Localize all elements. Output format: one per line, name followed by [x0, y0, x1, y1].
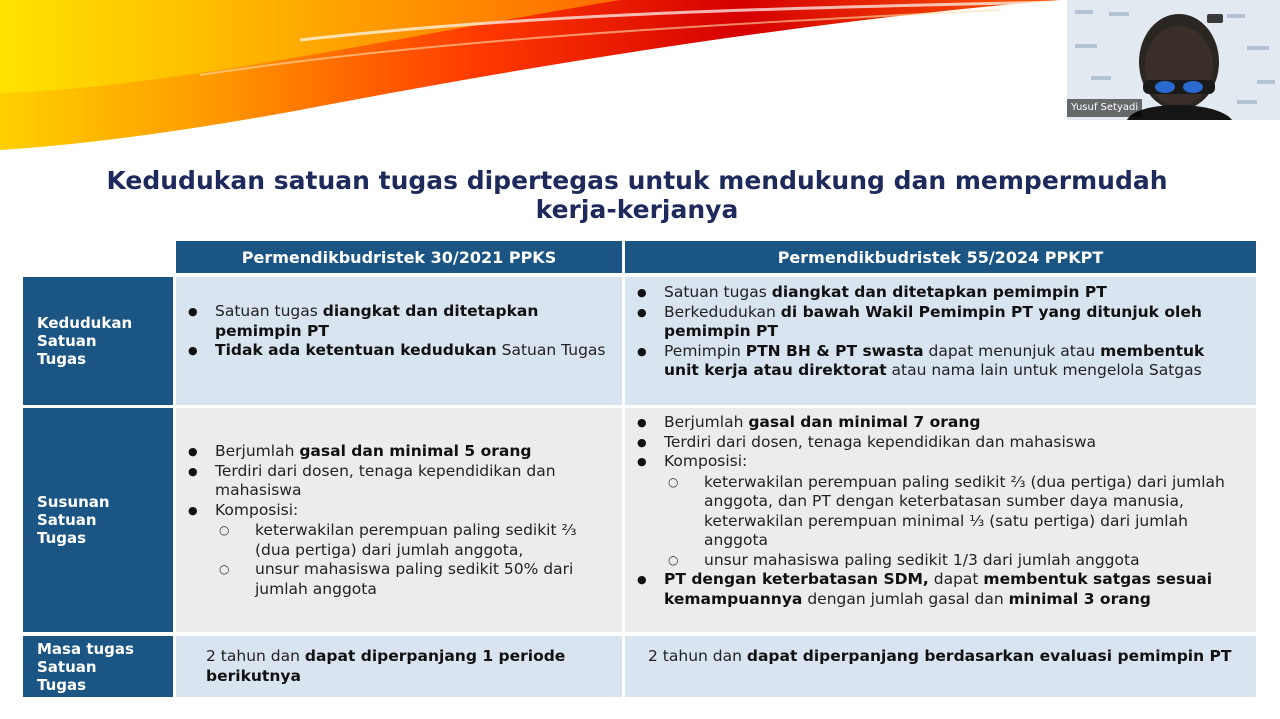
row-label-masa-tugas — [23, 636, 173, 697]
row-label-line: Tugas — [37, 350, 87, 368]
bullet-item: ● Komposisi: ○ keterwakilan perempuan paling sedikit ⅔ (dua pertiga) dari jumlah anggota, ○ unsur mahasiswa paling sedikit 50% dari jumlah anggota — [188, 501, 612, 600]
bullet-item: ● Pemimpin PTN BH & PT swasta dapat menunjuk atau membentuk unit kerja atau direktorat atau nama lain untuk mengelola Satgas — [637, 342, 1242, 381]
row-label-kedudukan — [23, 277, 173, 405]
bullet-item: ● Satuan tugas diangkat dan ditetapkan pemimpin PT — [637, 283, 1242, 303]
row-label-line: Susunan — [37, 493, 110, 511]
bullet-item: ● Komposisi: ○ keterwakilan perempuan paling sedikit ⅔ (dua pertiga) dari jumlah anggota, dan PT dengan keterbatasan sumber daya manusia, keterwakilan perempuan minimal ⅓ (satu pertiga) dari jumlah anggota ○ unsur mahasiswa paling sedikit 1/3 dari jumlah anggota — [637, 452, 1248, 570]
row-label-line: Tugas — [37, 529, 87, 547]
cell-susunan-ppkpt — [625, 408, 1256, 632]
sub-bullet-item: ○ unsur mahasiswa paling sedikit 50% dari jumlah anggota — [215, 560, 612, 599]
row-label-line: Satuan — [37, 657, 97, 676]
sub-bullet-item: ○ keterwakilan perempuan paling sedikit ⅔ (dua pertiga) dari jumlah anggota, dan PT dengan keterbatasan sumber daya manusia, keterwakilan perempuan minimal ⅓ (satu pertiga) dari jumlah anggota — [664, 473, 1248, 551]
participant-name-label: Yusuf Setyadi — [1067, 99, 1142, 117]
row-label-line: Satuan — [37, 511, 97, 529]
bullet-item: ● Terdiri dari dosen, tenaga kependidikan dan mahasiswa — [188, 462, 612, 501]
cell-susunan-ppks — [176, 408, 622, 632]
bullet-item: ● Satuan tugas diangkat dan ditetapkan pemimpin PT — [188, 302, 608, 341]
slide-title-line-1: Kedudukan satuan tugas dipertegas untuk mendukung dan mempermudah — [106, 166, 1168, 195]
bullet-item: ● Terdiri dari dosen, tenaga kependidikan dan mahasiswa — [637, 433, 1248, 453]
cell-masa-tugas-ppks: 2 tahun dan dapat diperpanjang 1 periode berikutnya — [176, 636, 622, 697]
column-header-ppks: Permendikbudristek 30/2021 PPKS — [176, 241, 622, 273]
bullet-item: ● Tidak ada ketentuan kedudukan Satuan Tugas — [188, 341, 608, 361]
bullet-item: ● PT dengan keterbatasan SDM, dapat membentuk satgas sesuai kemampuannya dengan jumlah gasal dan minimal 3 orang — [637, 570, 1248, 609]
bullet-item: ● Berkedudukan di bawah Wakil Pemimpin PT yang ditunjuk oleh pemimpin PT — [637, 303, 1242, 342]
bullet-item: ● Berjumlah gasal dan minimal 5 orang — [188, 442, 612, 462]
row-label-line: Satuan — [37, 332, 97, 350]
slide-title — [20, 166, 1254, 224]
column-header-ppkpt: Permendikbudristek 55/2024 PPKPT — [625, 241, 1256, 273]
row-label-susunan — [23, 408, 173, 632]
slide-title-line-2: kerja-kerjanya — [535, 195, 739, 224]
row-label-line: Masa tugas — [37, 639, 134, 658]
cell-kedudukan-ppkpt — [625, 277, 1256, 405]
row-label-line: Kedudukan — [37, 314, 133, 332]
row-label-line: Tugas — [37, 675, 87, 694]
sub-bullet-item: ○ keterwakilan perempuan paling sedikit ⅔ (dua pertiga) dari jumlah anggota, — [215, 521, 612, 560]
cell-masa-tugas-ppkpt: 2 tahun dan dapat diperpanjang berdasarkan evaluasi pemimpin PT — [625, 636, 1256, 697]
webcam-video-tile[interactable] — [1067, 0, 1280, 120]
cell-kedudukan-ppks — [176, 277, 622, 405]
bullet-item: ● Berjumlah gasal dan minimal 7 orang — [637, 413, 1248, 433]
sub-bullet-item: ○ unsur mahasiswa paling sedikit 1/3 dari jumlah anggota — [664, 551, 1248, 571]
